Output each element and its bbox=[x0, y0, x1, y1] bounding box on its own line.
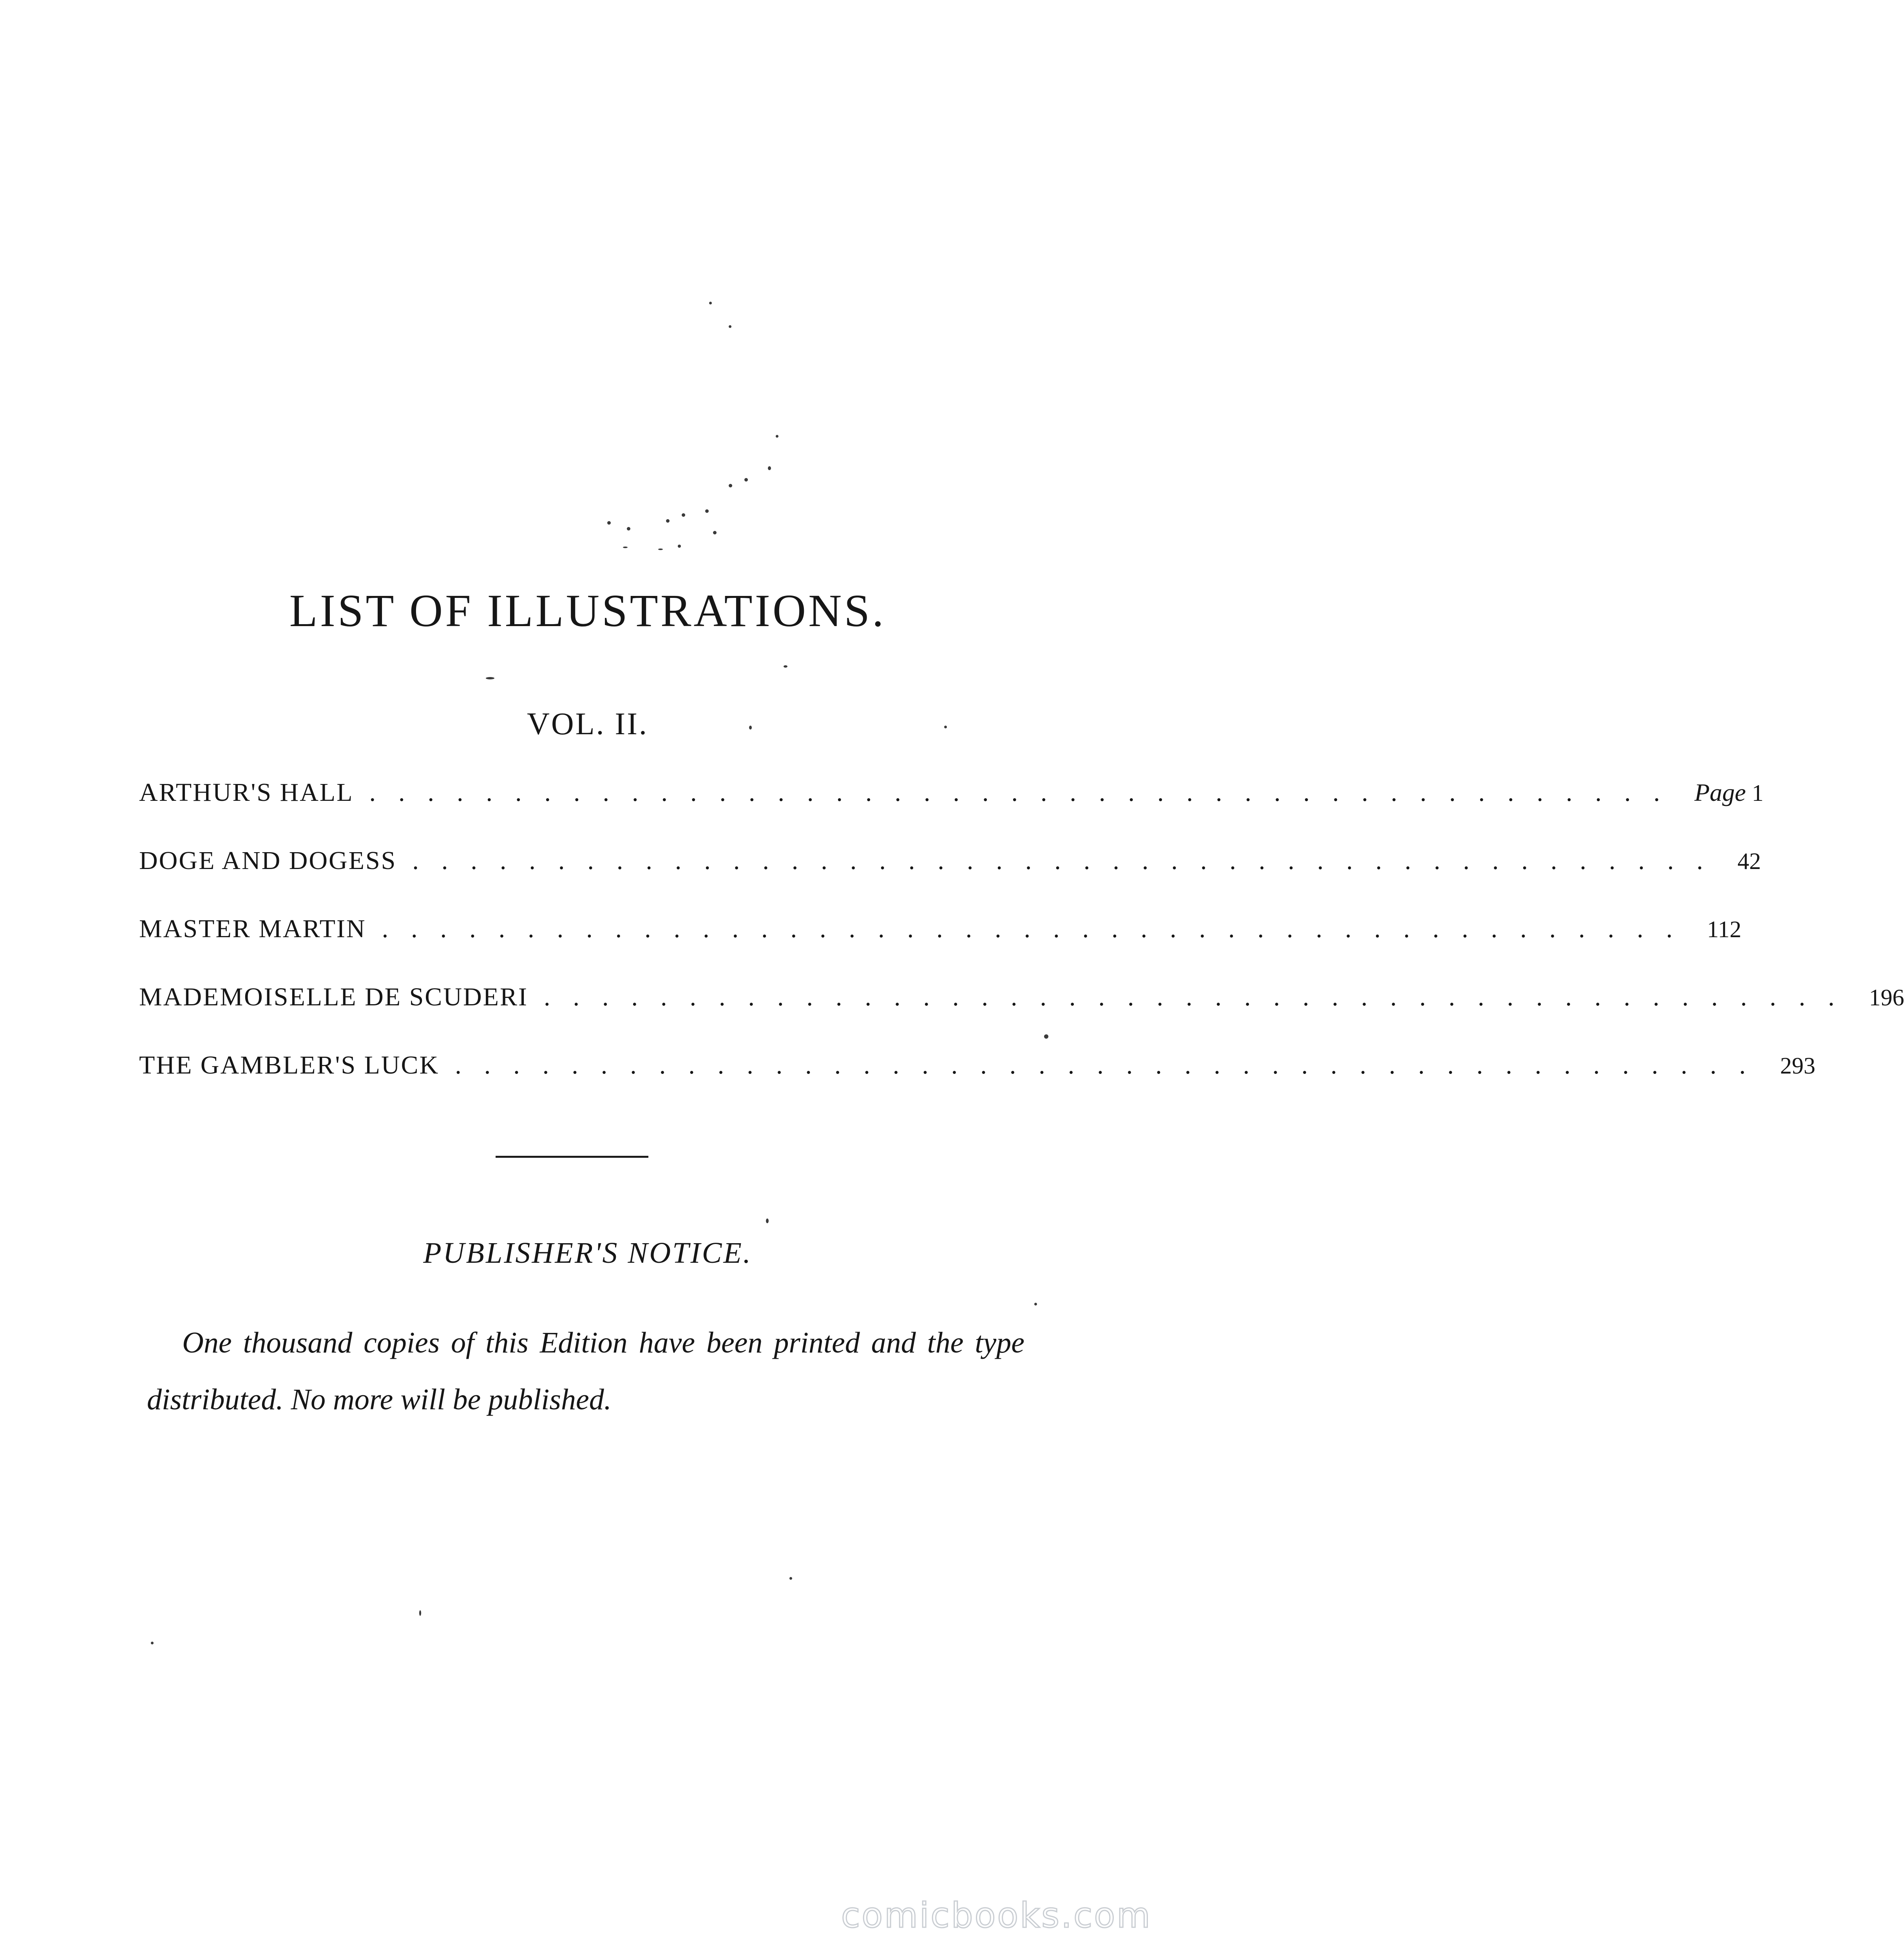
scan-speck bbox=[744, 478, 748, 482]
scan-speck bbox=[1034, 1303, 1037, 1305]
dot-leader: ............................................. bbox=[382, 914, 1696, 943]
page-number: 1 bbox=[1752, 780, 1764, 806]
scan-speck bbox=[627, 527, 630, 530]
scan-speck bbox=[682, 513, 685, 517]
page-number: 196 bbox=[1869, 985, 1904, 1010]
scan-speck bbox=[729, 484, 732, 487]
scan-speck bbox=[789, 1577, 792, 1580]
notice-heading: PUBLISHER'S NOTICE. bbox=[423, 1237, 752, 1269]
scan-speck bbox=[419, 1610, 421, 1616]
illustrations-list bbox=[139, 778, 1904, 1119]
scan-speck bbox=[729, 325, 731, 328]
scan-speck bbox=[1044, 1034, 1048, 1039]
dot-leader: ............................................. bbox=[455, 1051, 1768, 1079]
dot-leader: ............................................. bbox=[412, 846, 1726, 875]
dot-leader: ............................................. bbox=[369, 778, 1683, 807]
dot-leader: ............................................. bbox=[543, 983, 1857, 1011]
list-item bbox=[139, 982, 1904, 1050]
illustration-title: DOGE AND DOGESS bbox=[139, 846, 397, 875]
scan-speck bbox=[709, 302, 712, 304]
scan-speck bbox=[486, 677, 494, 679]
list-item bbox=[139, 1050, 1815, 1119]
scan-speck bbox=[749, 726, 752, 730]
page-number: 293 bbox=[1780, 1053, 1815, 1079]
scan-speck bbox=[713, 531, 717, 534]
page-number: 112 bbox=[1707, 916, 1741, 942]
notice-body: One thousand copies of this Edition have been printed and the type distributed. No more will be published. bbox=[147, 1326, 1024, 1416]
illustration-title: ARTHUR'S HALL bbox=[139, 778, 354, 807]
scan-speck bbox=[151, 1642, 154, 1644]
illustration-title: MASTER MARTIN bbox=[139, 914, 366, 943]
scan-speck bbox=[607, 521, 611, 525]
section-divider bbox=[496, 1156, 648, 1158]
volume-label: VOL. II. bbox=[527, 707, 648, 741]
scan-speck bbox=[776, 435, 778, 438]
page-prefix: Page bbox=[1694, 779, 1746, 806]
scan-speck bbox=[678, 545, 681, 548]
list-item bbox=[139, 914, 1741, 982]
scan-speck bbox=[944, 726, 947, 728]
scan-speck bbox=[658, 549, 663, 550]
list-item bbox=[139, 778, 1764, 846]
scan-speck bbox=[666, 519, 670, 523]
scan-speck bbox=[766, 1218, 769, 1223]
illustration-title: MADEMOISELLE DE SCUDERI bbox=[139, 983, 528, 1011]
page-reference bbox=[1694, 778, 1764, 807]
scan-speck bbox=[784, 665, 787, 668]
page-number: 42 bbox=[1737, 848, 1761, 874]
page-title: LIST OF ILLUSTRATIONS. bbox=[289, 585, 886, 636]
scan-speck bbox=[623, 547, 628, 548]
watermark: comicbooks.com bbox=[841, 1895, 1152, 1935]
scan-speck bbox=[768, 466, 771, 470]
illustration-title: THE GAMBLER'S LUCK bbox=[139, 1051, 440, 1079]
list-item bbox=[139, 846, 1761, 914]
scan-speck bbox=[705, 509, 709, 513]
